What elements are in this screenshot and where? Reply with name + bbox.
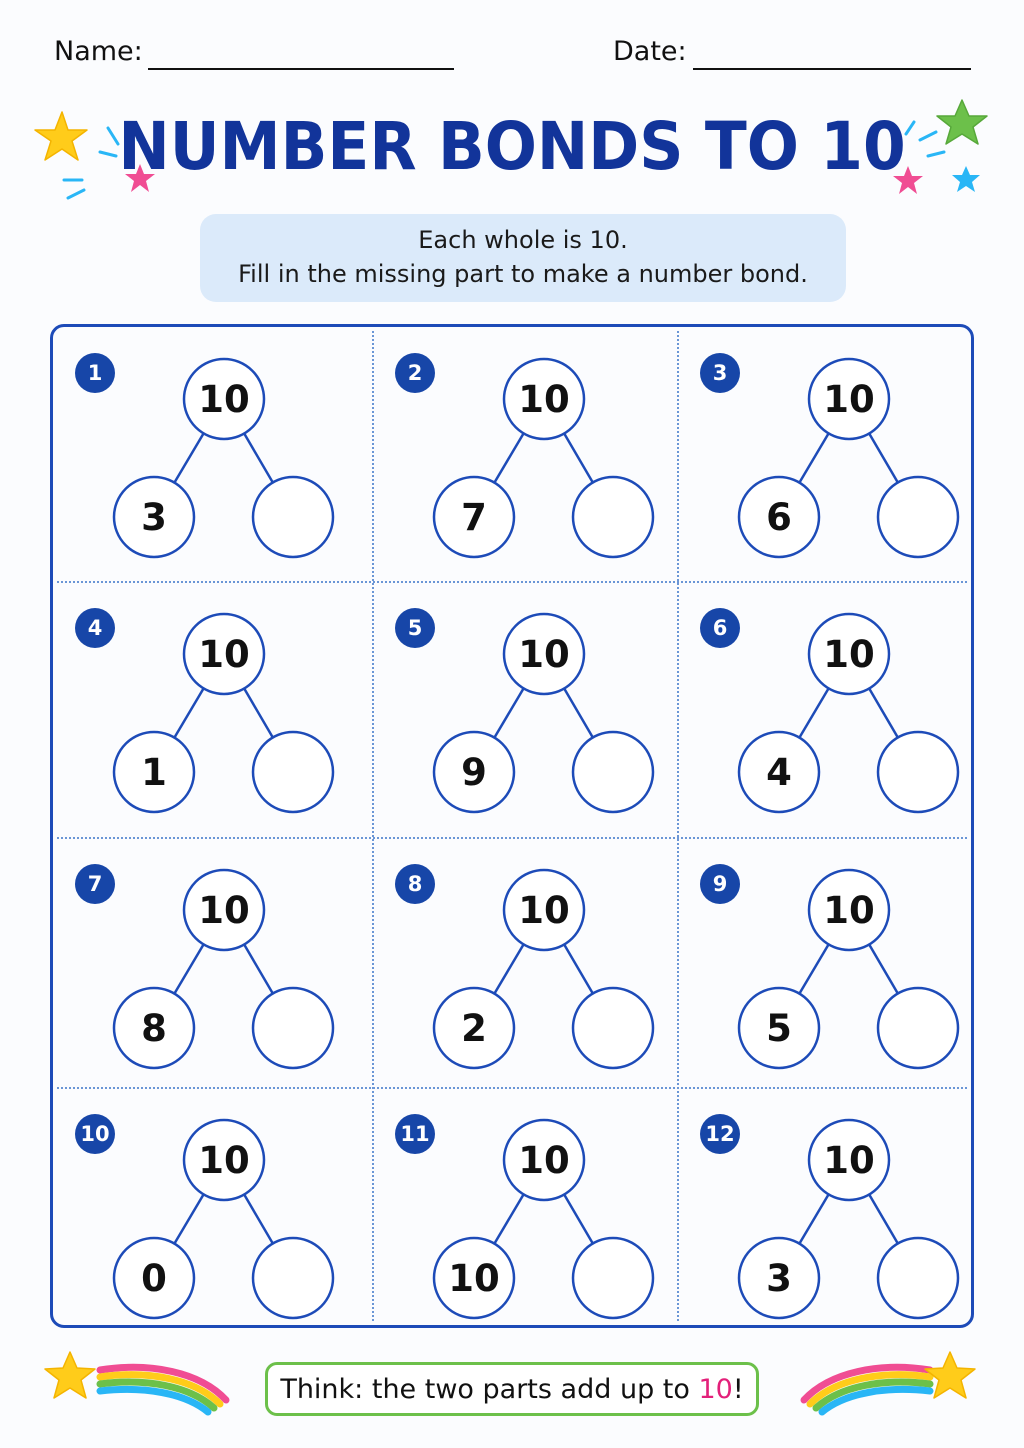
problem-cell: [53, 838, 359, 1092]
bond-connector-left: [799, 944, 828, 993]
bond-connector-right: [564, 945, 593, 994]
number-bond-diagram: [373, 582, 679, 836]
bond-connector-left: [174, 688, 203, 737]
number-bond-diagram: [678, 1088, 984, 1342]
rainbow-icon: [40, 1346, 240, 1426]
bond-connector-left: [174, 944, 203, 993]
known-part-value: 5: [766, 1007, 792, 1050]
tip-highlight: 10: [698, 1373, 733, 1405]
problem-number-badge: 11: [395, 1114, 435, 1154]
bond-connector-right: [869, 945, 898, 994]
known-part-value: 6: [766, 496, 792, 539]
number-bond-diagram: [53, 327, 359, 581]
known-part-value: 7: [461, 496, 487, 539]
tip-box: [265, 1362, 759, 1416]
missing-part-answer-circle[interactable]: [573, 1238, 653, 1318]
missing-part-answer-circle[interactable]: [878, 988, 958, 1068]
known-part-value: 3: [141, 496, 167, 539]
missing-part-answer-circle[interactable]: [878, 477, 958, 557]
missing-part-answer-circle[interactable]: [573, 732, 653, 812]
problem-cell: [53, 582, 359, 836]
problem-number-badge: 3: [700, 353, 740, 393]
bond-connector-left: [174, 1194, 203, 1243]
problem-cell: [373, 582, 679, 836]
problem-number-badge: 4: [75, 608, 115, 648]
whole-value: 10: [198, 378, 250, 421]
problem-cell: [53, 327, 359, 581]
problem-cell: [678, 838, 984, 1092]
known-part-value: 8: [141, 1007, 167, 1050]
instructions-box: [200, 214, 846, 302]
tip-text: Think: the two parts add up to: [280, 1373, 699, 1405]
problem-cell: [678, 1088, 984, 1342]
bond-connector-right: [564, 1195, 593, 1244]
bond-connector-right: [244, 1195, 273, 1244]
number-bond-diagram: [678, 327, 984, 581]
whole-value: 10: [198, 889, 250, 932]
problem-number-badge: 7: [75, 864, 115, 904]
missing-part-answer-circle[interactable]: [253, 1238, 333, 1318]
missing-part-answer-circle[interactable]: [878, 732, 958, 812]
number-bond-diagram: [373, 838, 679, 1092]
known-part-value: 3: [766, 1257, 792, 1300]
instructions-line-1: Each whole is 10.: [418, 226, 628, 254]
whole-value: 10: [518, 633, 570, 676]
name-field[interactable]: [148, 68, 454, 70]
number-bond-diagram: [53, 838, 359, 1092]
number-bond-diagram: [678, 838, 984, 1092]
whole-value: 10: [823, 889, 875, 932]
known-part-value: 9: [461, 751, 487, 794]
whole-value: 10: [823, 633, 875, 676]
whole-value: 10: [518, 889, 570, 932]
known-part-value: 4: [766, 751, 792, 794]
number-bond-diagram: [373, 1088, 679, 1342]
known-part-value: 10: [448, 1257, 500, 1300]
problem-number-badge: 12: [700, 1114, 740, 1154]
page-title: NUMBER BONDS TO 10: [118, 108, 906, 185]
problem-cell: [373, 838, 679, 1092]
missing-part-answer-circle[interactable]: [573, 988, 653, 1068]
date-label: Date:: [613, 36, 687, 67]
number-bond-diagram: [53, 582, 359, 836]
bond-connector-right: [869, 689, 898, 738]
missing-part-answer-circle[interactable]: [253, 477, 333, 557]
name-label: Name:: [54, 36, 143, 67]
problem-number-badge: 10: [75, 1114, 115, 1154]
whole-value: 10: [518, 1139, 570, 1182]
bond-connector-left: [494, 433, 523, 482]
bond-connector-left: [799, 433, 828, 482]
problem-cell: [373, 1088, 679, 1342]
bond-connector-right: [869, 434, 898, 483]
number-bond-diagram: [678, 582, 984, 836]
rainbow-icon: [790, 1346, 990, 1426]
date-field[interactable]: [693, 68, 971, 70]
number-bond-diagram: [373, 327, 679, 581]
problem-cell: [678, 327, 984, 581]
whole-value: 10: [823, 378, 875, 421]
problem-number-badge: 5: [395, 608, 435, 648]
problem-cell: [53, 1088, 359, 1342]
bond-connector-right: [244, 945, 273, 994]
known-part-value: 2: [461, 1007, 487, 1050]
missing-part-answer-circle[interactable]: [878, 1238, 958, 1318]
whole-value: 10: [823, 1139, 875, 1182]
bond-connector-left: [799, 1194, 828, 1243]
bond-connector-left: [174, 433, 203, 482]
whole-value: 10: [198, 1139, 250, 1182]
whole-value: 10: [198, 633, 250, 676]
known-part-value: 1: [141, 751, 167, 794]
instructions-line-2: Fill in the missing part to make a number bond.: [238, 260, 808, 288]
missing-part-answer-circle[interactable]: [253, 732, 333, 812]
problem-number-badge: 6: [700, 608, 740, 648]
bond-connector-left: [494, 1194, 523, 1243]
problem-grid: [50, 324, 974, 1328]
bond-connector-left: [494, 944, 523, 993]
bond-connector-right: [564, 434, 593, 483]
number-bond-diagram: [53, 1088, 359, 1342]
bond-connector-left: [799, 688, 828, 737]
known-part-value: 0: [141, 1257, 167, 1300]
problem-number-badge: 8: [395, 864, 435, 904]
problem-number-badge: 1: [75, 353, 115, 393]
bond-connector-right: [244, 434, 273, 483]
missing-part-answer-circle[interactable]: [573, 477, 653, 557]
problem-number-badge: 2: [395, 353, 435, 393]
missing-part-answer-circle[interactable]: [253, 988, 333, 1068]
whole-value: 10: [518, 378, 570, 421]
problem-cell: [373, 327, 679, 581]
bond-connector-right: [564, 689, 593, 738]
problem-number-badge: 9: [700, 864, 740, 904]
bond-connector-right: [244, 689, 273, 738]
problem-cell: [678, 582, 984, 836]
bond-connector-left: [494, 688, 523, 737]
tip-end: !: [732, 1373, 744, 1405]
bond-connector-right: [869, 1195, 898, 1244]
